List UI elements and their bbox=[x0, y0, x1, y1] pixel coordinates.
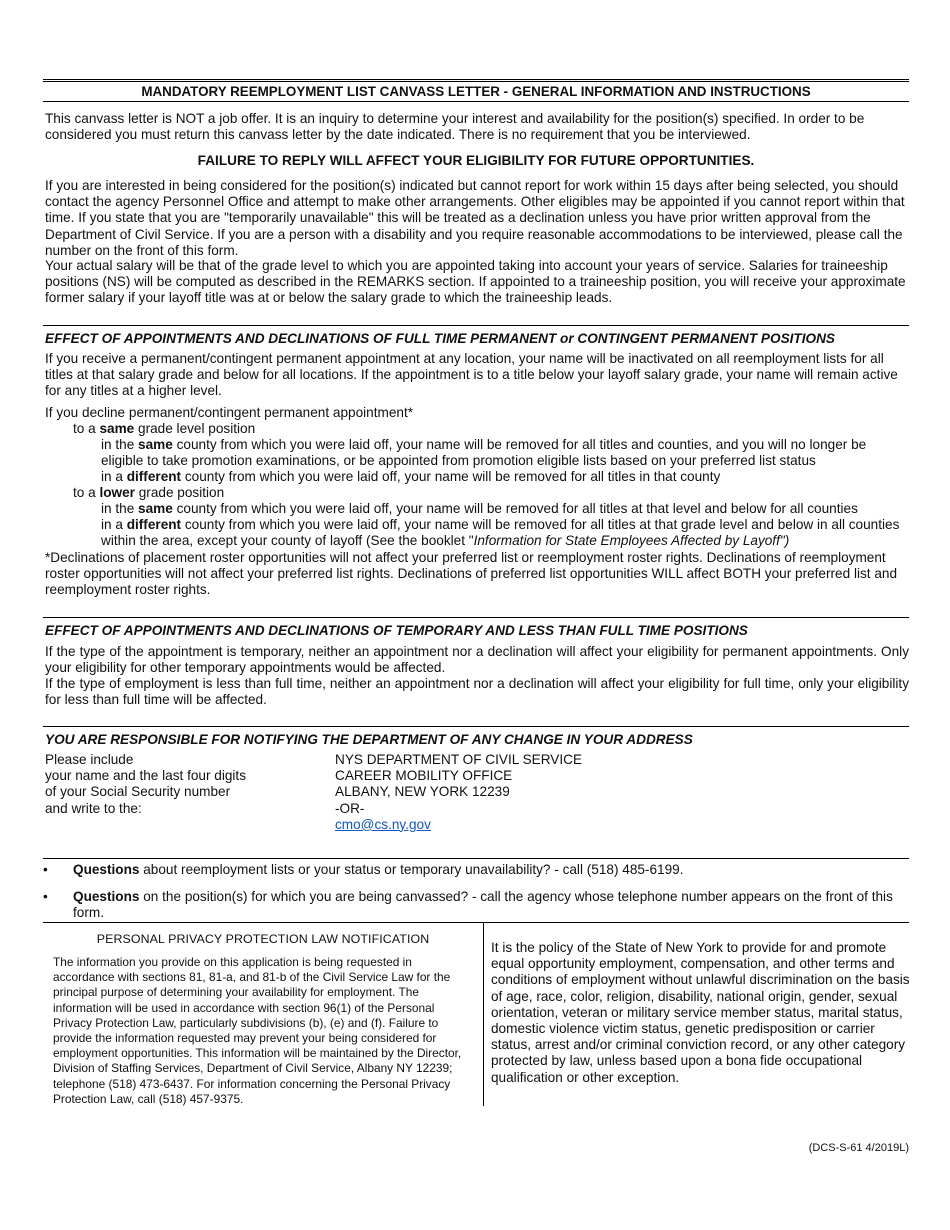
address-instruction-line: of your Social Security number bbox=[45, 784, 231, 800]
decline-lower-grade: to a lower grade position bbox=[73, 485, 225, 500]
section-rule-temporary bbox=[43, 617, 909, 618]
title-rule bbox=[43, 101, 909, 102]
address-line: CAREER MOBILITY OFFICE bbox=[335, 768, 513, 784]
privacy-title: PERSONAL PRIVACY PROTECTION LAW NOTIFICATION bbox=[96, 932, 430, 946]
failure-warning: FAILURE TO REPLY WILL AFFECT YOUR ELIGIBILITY FOR FUTURE OPPORTUNITIES. bbox=[197, 153, 755, 168]
address-instruction-line: Please include bbox=[45, 752, 134, 767]
top-double-rule bbox=[43, 79, 909, 82]
bullet-icon: • bbox=[43, 889, 48, 904]
notice-box-top-rule bbox=[43, 922, 909, 923]
decline-lower-grade-different-county: in a different county from which you were laid off, your name will be removed for all titles at that grade level and below in all counties within the area, except your county of layoff (See the booklet "Information for State Employees Affected by Layoff") bbox=[101, 517, 900, 549]
address-heading: YOU ARE RESPONSIBLE FOR NOTIFYING THE DEPARTMENT OF ANY CHANGE IN YOUR ADDRESS bbox=[45, 732, 693, 747]
equal-opportunity-policy: It is the policy of the State of New York to provide for and promote equal opportunity employment, compensation, and other terms and conditions of employment without unlawful discrimination on the basis of age, race, color, religion, disability, national origin, gender, sexual orientation, veteran or military service member status, marital status, domestic violence victim status, genetic predisposition or carrier status, arrest and/or criminal conviction record, or any other category protected by law, unless based upon a bona fide occupational qualification or other exception. bbox=[491, 940, 910, 1085]
address-instruction-line: your name and the last four digits bbox=[45, 768, 246, 784]
decline-same-grade-different-county: in a different county from which you were laid off, your name will be removed for all titles in that county bbox=[101, 469, 721, 484]
interested-paragraph: If you are interested in being considered for the position(s) indicated but cannot report for work within 15 days after being selected, you should contact the agency Personnel Office and attempt to make other arrangements. Other eligibles may be appointed if you cannot report within that time. If you state that you are "temporarily unavailable" this will be treated as a declination unless you have prior written approval from the Department of Civil Service. If you are a person with a disability and you require reasonable accommodations to be interviewed, please call the number on the front of this form. bbox=[45, 178, 905, 258]
address-line: NYS DEPARTMENT OF CIVIL SERVICE bbox=[335, 752, 583, 767]
permanent-heading: EFFECT OF APPOINTMENTS AND DECLINATIONS OF FULL TIME PERMANENT or CONTINGENT PERMANENT POSITIONS bbox=[45, 331, 835, 346]
declination-footnote: *Declinations of placement roster opportunities will not affect your preferred list or reemployment roster rights. Declinations of reemployment roster opportunities will not affect your preferred list rights. Declinations of preferred list opportunities WILL affect BOTH your preferred list and reemployment roster rights. bbox=[45, 550, 898, 598]
decline-same-grade-same-county: in the same county from which you were laid off, your name will be removed for all titles and counties, and you will no longer be eligible to take promotion examinations, or be appointed from promotion eligible lists based on your preferred list status bbox=[101, 437, 867, 469]
form-number: (DCS-S-61 4/2019L) bbox=[808, 1142, 909, 1154]
salary-paragraph: Your actual salary will be that of the grade level to which you are appointed taking into account your years of service. Salaries for traineeship positions (NS) will be computed as described in the REMARKS section. If appointed to a traineeship position, you will receive your approximate former salary if your layoff title was at or below the salary grade to which the traineeship leads. bbox=[45, 258, 906, 306]
section-rule-questions bbox=[43, 858, 909, 859]
page-title: MANDATORY REEMPLOYMENT LIST CANVASS LETTER - GENERAL INFORMATION AND INSTRUCTIONS bbox=[141, 84, 811, 99]
address-instruction-line: and write to the: bbox=[45, 800, 142, 816]
temporary-heading: EFFECT OF APPOINTMENTS AND DECLINATIONS OF TEMPORARY AND LESS THAN FULL TIME POSITIONS bbox=[45, 623, 748, 638]
section-rule-permanent bbox=[43, 325, 909, 326]
section-rule-address bbox=[43, 726, 909, 727]
email-link[interactable]: cmo@cs.ny.gov bbox=[335, 816, 431, 832]
decline-lower-grade-same-county: in the same county from which you were laid off, your name will be removed for all titles at that level and below for all counties bbox=[101, 501, 858, 516]
permanent-decline-intro: If you decline permanent/contingent permanent appointment* bbox=[45, 405, 414, 420]
permanent-receive-paragraph: If you receive a permanent/contingent permanent appointment at any location, your name will be inactivated on all reemployment lists for all titles at that salary grade and below for all locations. If the appointment is to a title below your layoff salary grade, your name will remain active for any titles at a higher level. bbox=[45, 351, 898, 399]
question-text: Questions on the position(s) for which you are being canvassed? - call the agency whose telephone number appears on the front of this form. bbox=[73, 889, 893, 921]
address-line: -OR- bbox=[335, 800, 365, 816]
address-line: ALBANY, NEW YORK 12239 bbox=[335, 784, 510, 800]
mailing-address bbox=[335, 752, 635, 833]
decline-same-grade: to a same grade level position bbox=[73, 421, 256, 436]
intro-paragraph: This canvass letter is NOT a job offer. It is an inquiry to determine your interest and availability for the position(s) specified. In order to be considered you must return this canvass letter by the date indicated. There is no requirement that you be interviewed. bbox=[45, 111, 865, 143]
notice-box-divider bbox=[483, 922, 484, 1106]
privacy-notice-text: The information you provide on this application is being requested in accordance with sections 81, 81-a, and 81-b of the Civil Service Law for the principal purpose of determining your availability for employment. The information will be used in accordance with section 96(1) of the Personal Privacy Protection Law, particularly subdivisions (b), (e) and (f). Failure to provide the information requested may prevent your being considered for employment opportunities. This information will be maintained by the Director, Division of Staffing Services, Department of Civil Service, Albany NY 12239; telephone (518) 473-6437. For information concerning the Personal Privacy Protection Law, call (518) 457-9375. bbox=[53, 955, 462, 1106]
question-text: Questions about reemployment lists or your status or temporary unavailability? - call (518) 485-6199. bbox=[73, 862, 684, 877]
address-instructions bbox=[45, 752, 325, 817]
less-than-full-time-paragraph: If the type of employment is less than full time, neither an appointment nor a declination will affect your eligibility for full time, only your eligibility for less than full time will be affected. bbox=[45, 676, 909, 708]
bullet-icon: • bbox=[43, 862, 48, 877]
temporary-paragraph: If the type of the appointment is temporary, neither an appointment nor a declination will affect your eligibility for permanent appointments. Only your eligibility for other temporary appointments would be affected. bbox=[45, 644, 909, 676]
